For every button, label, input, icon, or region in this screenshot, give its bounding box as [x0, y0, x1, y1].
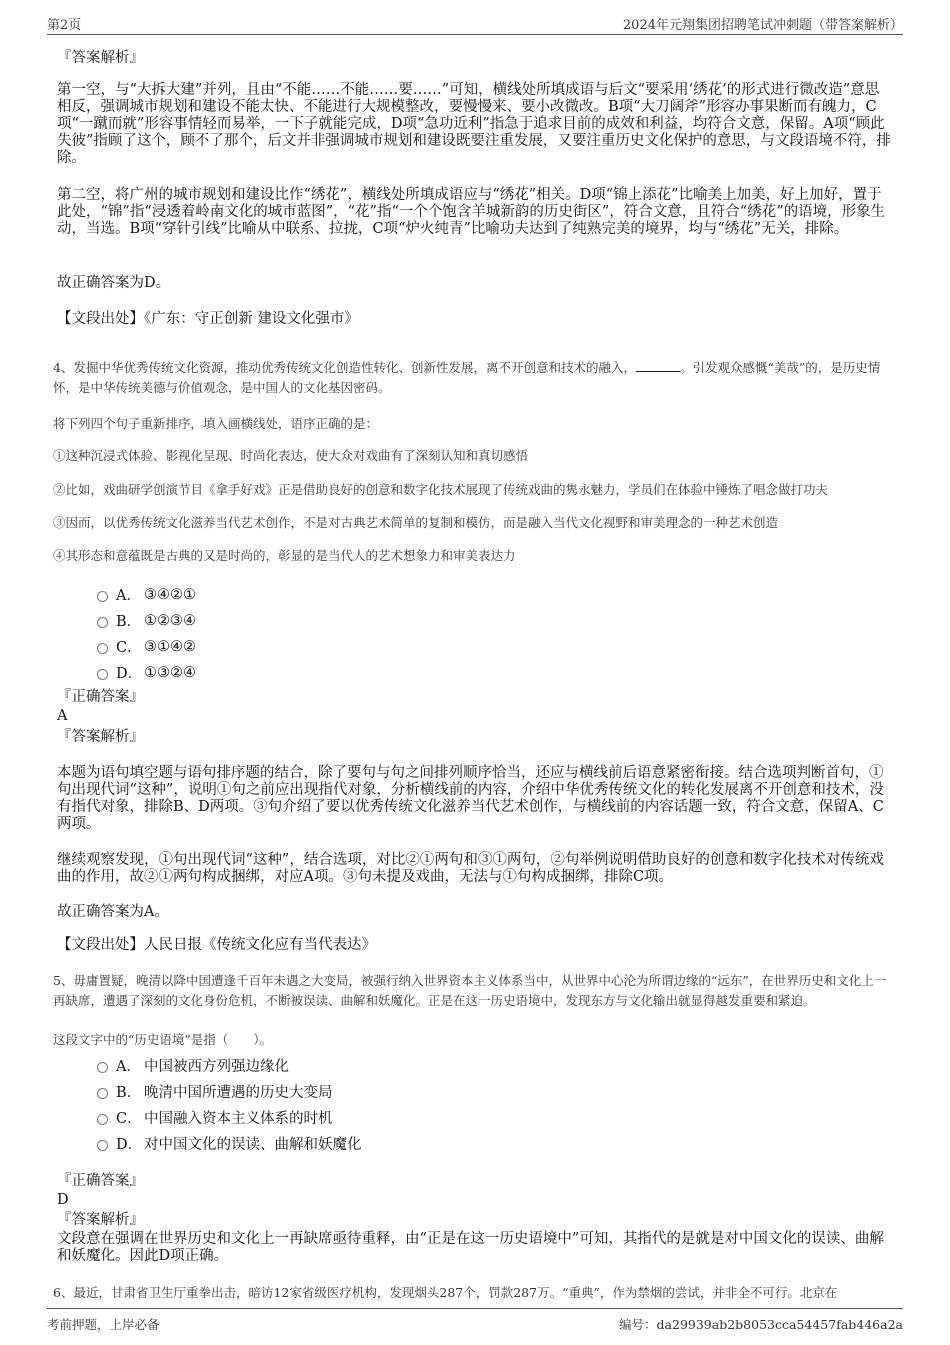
radio-icon[interactable]: [97, 643, 108, 654]
radio-icon[interactable]: [97, 591, 108, 602]
q4-option-d[interactable]: [97, 662, 196, 683]
q4-sentence-2: ②比如，戏曲研学创演节目《拿手好戏》正是借助良好的创意和数字化技术展现了传统戏曲的隽永魅力，学员们在体验中锤炼了唱念做打功夫: [53, 482, 829, 497]
option-text: ③①④②: [144, 638, 196, 655]
q4-analysis-heading: 『答案解析』: [57, 729, 144, 745]
option-letter: D．: [116, 1137, 143, 1153]
q5-analysis-heading: 『答案解析』: [57, 1212, 144, 1228]
option-letter: C．: [116, 640, 142, 656]
q4-analysis-para1: 本题为语句填空题与语句排序题的结合，除了要句与句之间排列顺序恰当，还应与横线前后语意紧密衔接。结合选项判断首句，①句出现代词“这种”，说明①句之前应出现指代对象，分析横线前的内容，介绍中华优秀传统文化的转化发展离不开创意和技术，没有指代对象，排除B、D两项。③句介绍了要以优秀传统文化滋养当代艺术创作，与横线前的内容话题一致，符合文意，保留A、C两项。: [57, 765, 884, 832]
radio-icon[interactable]: [97, 1140, 108, 1151]
q5-question: 这段文字中的“历史语境”是指（ ）。: [53, 1032, 273, 1047]
q3-analysis-para1: 第一空，与“大拆大建”并列，且由“不能……不能……要……”可知，横线处所填成语与后文“要采用‘绣花’的形式进行微改造”意思相反，强调城市规划和建设不能太快、不能进行大规模整改，要慢慢来、要小改微改。B项“大刀阔斧”形容办事果断而有魄力，C项“一蹴而就”形容事情轻而易举，一下子就能完成，D项“急功近利”指急于追求目前的成效和利益，均符合文意，保留。A项“顾此失彼”指顾了这个，顾不了那个，后文并非强调城市规划和建设既要注重发展，又要注重历史文化保护的意思，与文段语境不符，排除。: [57, 82, 891, 166]
radio-icon[interactable]: [97, 669, 108, 680]
option-text: ①③②④: [144, 664, 196, 681]
option-text: 晚清中国所遭遇的历史大变局: [144, 1085, 333, 1101]
q4-sentence-4: ④其形态和意蕴既是古典的又是时尚的，彰显的是当代人的艺术想象力和审美表达力: [53, 548, 516, 563]
q4-stem-part2: 。引发观众感慨“美哉”的，是历史情怀，是中华传统美德与价值观念，是中国人的文化基因密码。: [53, 360, 881, 395]
option-letter: B．: [116, 1085, 142, 1101]
radio-icon[interactable]: [97, 1088, 108, 1099]
q5-option-a[interactable]: [97, 1055, 289, 1076]
radio-icon[interactable]: [97, 617, 108, 628]
option-letter: B．: [116, 614, 142, 630]
page-header: [47, 14, 903, 35]
q4-conclusion: 故正确答案为A。: [57, 904, 169, 920]
q5-option-d[interactable]: [97, 1133, 362, 1154]
q4-source: 【文段出处】人民日报《传统文化应有当代表达》: [57, 937, 376, 953]
q3-conclusion: 故正确答案为D。: [57, 275, 171, 291]
q3-analysis-para2: 第二空，将广州的城市规划和建设比作“绣花”，横线处所填成语应与“绣花”相关。D项“锦上添花”比喻美上加美，好上加好，置于此处，“锦”指“浸透着岭南文化的城市蓝图”，“花”指“一个个饱含羊城新韵的历史街区”，符合文意，且符合“绣花”的语境，形象生动，当选。B项“穿针引线”比喻从中联系、拉拢，C项“炉火纯青”比喻功夫达到了纯熟完美的境界，均与“绣花”无关，排除。: [57, 187, 886, 237]
q4-analysis-para2: 继续观察发现，①句出现代词“这种”，结合选项，对比②①两句和③①两句，②句举例说明借助良好的创意和数字化技术对传统戏曲的作用，故②①两句构成捆绑，对应A项。③句未提及戏曲，无法与①句构成捆绑，排除C项。: [57, 852, 884, 885]
q4-stem: [53, 358, 896, 398]
q3-source: 【文段出处】《广东：守正创新 建设文化强市》: [57, 311, 359, 327]
radio-icon[interactable]: [97, 1114, 108, 1125]
q5-answer: D: [57, 1192, 69, 1208]
q4-answer-heading: 『正确答案』: [57, 689, 144, 705]
q4-sentence-1: ①这种沉浸式体验、影视化呈现、时尚化表达，使大众对戏曲有了深刻认知和真切感悟: [53, 448, 529, 463]
q4-option-b[interactable]: [97, 610, 196, 631]
q4-stem-part1: 4、发掘中华优秀传统文化资源，推动优秀传统文化创造性转化、创新性发展，离不开创意和技术的融入，: [53, 360, 636, 375]
option-text: 对中国文化的误读、曲解和妖魔化: [144, 1137, 362, 1153]
option-letter: C．: [116, 1111, 142, 1127]
page-number: 第2页: [47, 18, 82, 33]
option-letter: D．: [116, 666, 143, 682]
q6-stem: 6、最近，甘肃省卫生厅重拳出击，暗访12家省级医疗机构，发现烟头287个，罚款287万。“重典”，作为禁烟的尝试，并非全不可行。北京在: [53, 1285, 838, 1300]
q5-stem: 5、毋庸置疑，晚清以降中国遭逢千百年未遇之大变局，被强行纳入世界资本主义体系当中，从世界中心沦为所谓边缘的“远东”，在世界历史和文化上一再缺席，遭遇了深刻的文化身份危机，不断被误读、曲解和妖魔化。正是在这一历史语境中，发现东方与文化输出就显得越发重要和紧迫。: [53, 973, 887, 1008]
q3-analysis-heading: 『答案解析』: [57, 50, 144, 66]
document-title: 2024年元翔集团招聘笔试冲刺题（带答案解析）: [622, 18, 903, 33]
option-letter: A．: [116, 1059, 141, 1075]
option-letter: A．: [116, 588, 141, 604]
q5-analysis: 文段意在强调在世界历史和文化上一再缺席亟待重释，由“正是在这一历史语境中”可知，其指代的是就是对中国文化的误读、曲解和妖魔化。因此D项正确。: [57, 1231, 884, 1264]
footer-slogan: 考前押题，上岸必备: [47, 1317, 160, 1332]
q5-answer-heading: 『正确答案』: [57, 1173, 144, 1189]
q4-blank-line: [636, 359, 680, 372]
option-text: ①②③④: [144, 612, 196, 629]
radio-icon[interactable]: [97, 1062, 108, 1073]
q4-instruction: 将下列四个句子重新排序，填入画横线处，语序正确的是：: [53, 416, 379, 431]
option-text: ③④②①: [144, 586, 196, 603]
q4-option-a[interactable]: [97, 584, 196, 605]
q4-answer: A: [57, 708, 68, 724]
q4-sentence-3: ③因而，以优秀传统文化滋养当代艺术创作，不是对古典艺术简单的复制和模仿，而是融入当代文化视野和审美理念的一种艺术创造: [53, 515, 779, 530]
q4-option-c[interactable]: [97, 636, 196, 657]
q5-option-c[interactable]: [97, 1107, 333, 1128]
q5-option-b[interactable]: [97, 1081, 333, 1102]
document-code: 编号：da29939ab2b8053cca54457fab446a2a: [619, 1317, 903, 1332]
option-text: 中国被西方列强边缘化: [144, 1059, 289, 1075]
option-text: 中国融入资本主义体系的时机: [144, 1111, 333, 1127]
page-footer: [47, 1308, 903, 1333]
